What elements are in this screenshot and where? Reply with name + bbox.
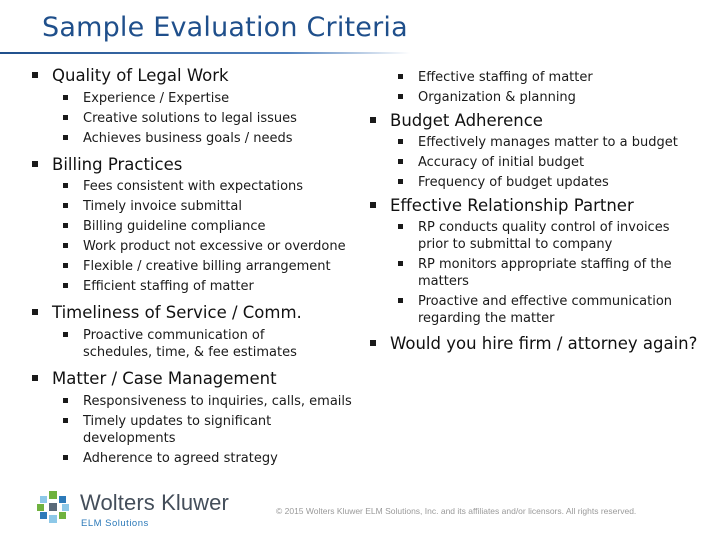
section-heading: Timeliness of Service / Comm. xyxy=(30,303,375,323)
section-relationship xyxy=(368,196,713,327)
section-heading: Matter / Case Management xyxy=(30,369,375,389)
left-column xyxy=(30,66,375,467)
list-item: RP monitors appropriate staffing of the matters xyxy=(368,256,683,290)
section-billing xyxy=(30,155,375,295)
right-column xyxy=(368,66,713,354)
list-item: Effective staffing of matter xyxy=(368,69,713,86)
list-item: Experience / Expertise xyxy=(30,90,375,107)
title-divider xyxy=(0,52,410,54)
section-heading: Billing Practices xyxy=(30,155,375,175)
logo-icon xyxy=(36,490,70,524)
list-item: Accuracy of initial budget xyxy=(368,154,713,171)
list-item: Effectively manages matter to a budget xyxy=(368,134,713,151)
section-rehire xyxy=(368,334,713,354)
section-timeliness xyxy=(30,303,375,361)
list-item: Fees consistent with expectations xyxy=(30,178,375,195)
section-heading: Budget Adherence xyxy=(368,111,713,131)
section-budget xyxy=(368,111,713,191)
section-matter-management xyxy=(30,369,375,467)
list-item: Efficient staffing of matter xyxy=(30,278,375,295)
list-item: Achieves business goals / needs xyxy=(30,130,375,147)
section-heading: Effective Relationship Partner xyxy=(368,196,713,216)
list-item: Work product not excessive or overdone xyxy=(30,238,375,255)
list-item: Timely invoice submittal xyxy=(30,198,375,215)
list-item: Billing guideline compliance xyxy=(30,218,375,235)
list-item: Timely updates to significant developments xyxy=(30,413,283,447)
section-heading: Would you hire firm / attorney again? xyxy=(368,334,713,354)
list-item: Adherence to agreed strategy xyxy=(30,450,360,467)
list-item: RP conducts quality control of invoices prior to submittal to company xyxy=(368,219,683,253)
logo-name: Wolters Kluwer xyxy=(80,490,229,515)
logo-subtitle: ELM Solutions xyxy=(81,518,149,529)
wolters-kluwer-logo xyxy=(36,486,296,534)
copyright-footer: © 2015 Wolters Kluwer ELM Solutions, Inc. and its affiliates and/or licensors. All rights reserved. xyxy=(276,506,637,516)
list-item: Responsiveness to inquiries, calls, emails xyxy=(30,393,360,410)
list-item: Creative solutions to legal issues xyxy=(30,110,375,127)
list-item: Frequency of budget updates xyxy=(368,174,713,191)
section-quality xyxy=(30,66,375,147)
page-title: Sample Evaluation Criteria xyxy=(42,12,408,43)
list-item: Flexible / creative billing arrangement xyxy=(30,258,375,275)
section-heading: Quality of Legal Work xyxy=(30,66,375,86)
list-item: Organization & planning xyxy=(368,89,713,106)
list-item: Proactive and effective communication regarding the matter xyxy=(368,293,683,327)
list-item: Proactive communication of schedules, time, & fee estimates xyxy=(30,327,330,361)
continued-list xyxy=(368,69,713,106)
